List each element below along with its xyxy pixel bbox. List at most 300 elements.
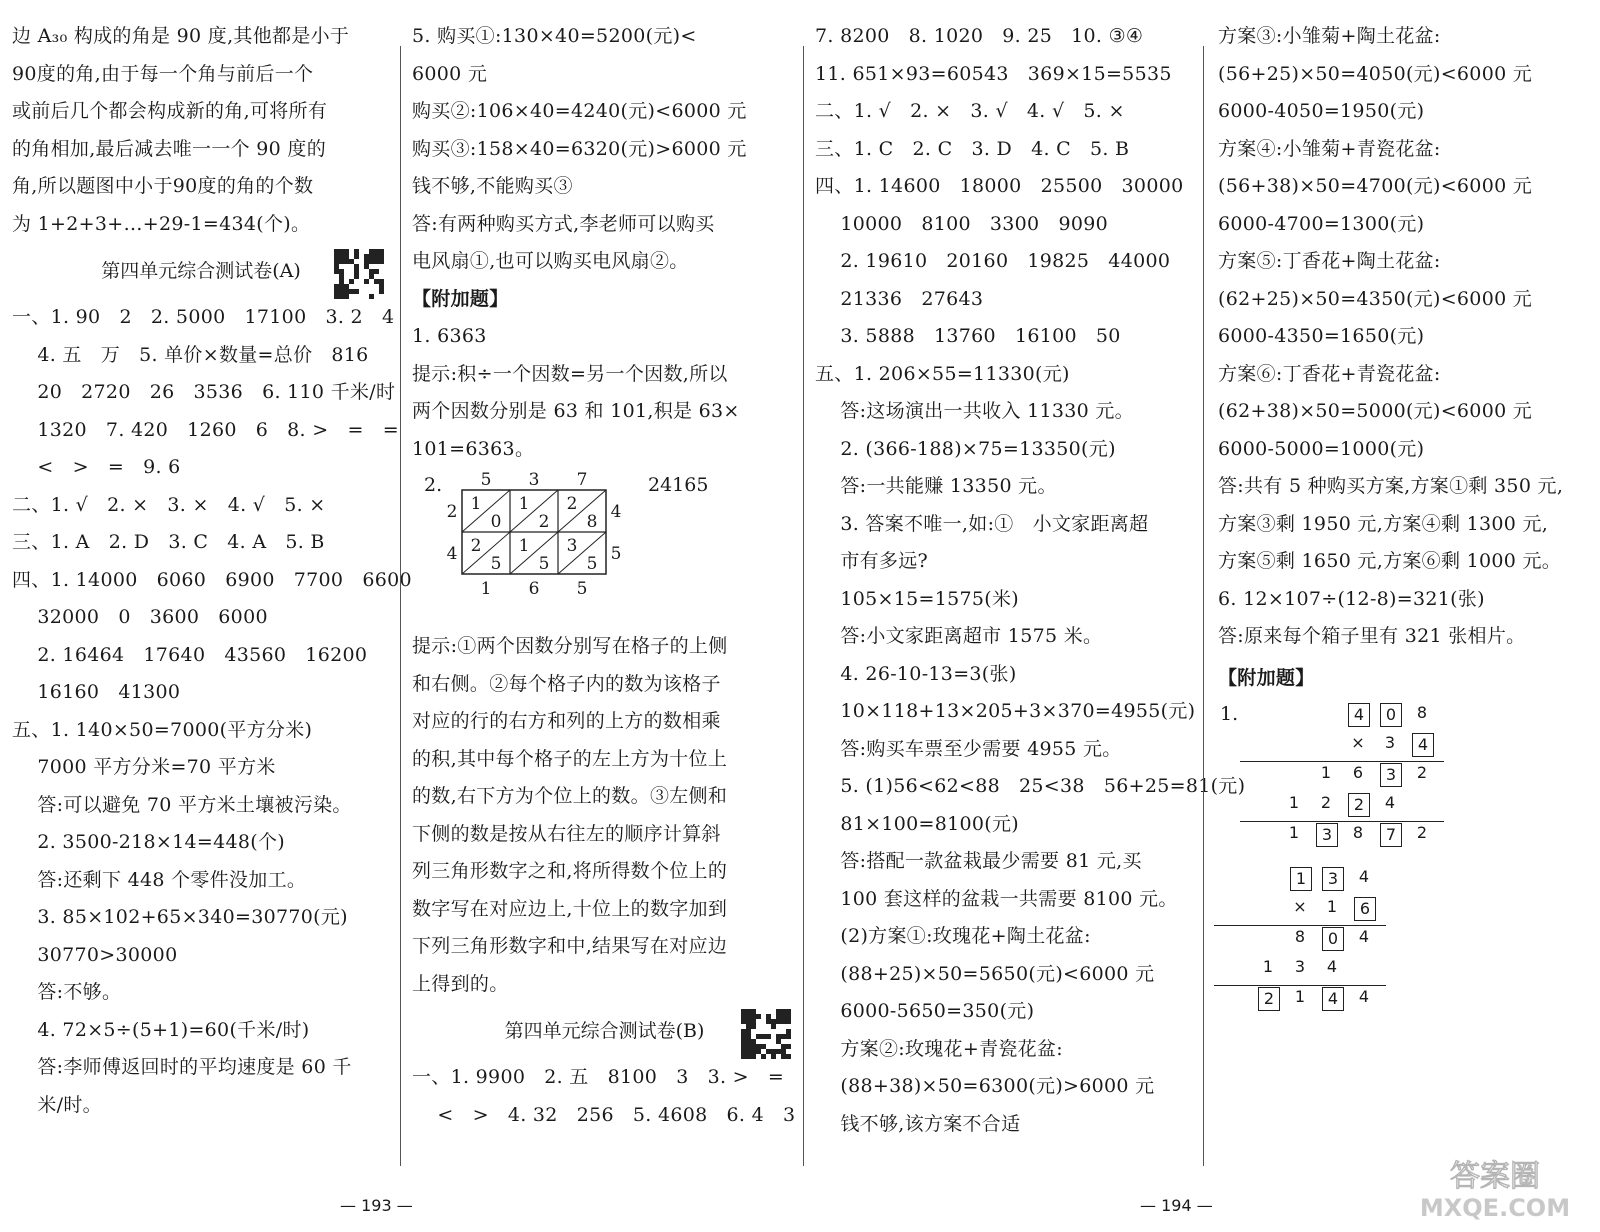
unit-test-b-title [412,1003,797,1059]
unit-test-a-title [12,243,390,299]
qr-module [379,249,384,254]
qr-module [751,1009,756,1014]
qr-module [776,1019,781,1024]
qr-module [369,274,374,279]
text-line: 对应的行的右方和列的上方的数相乘 [412,710,721,732]
lattice-bottom-digit: 1 [480,579,492,599]
col4-text [1218,18,1588,656]
lattice-cell-tens: 1 [518,536,530,556]
qr-module [334,264,339,269]
text-line: (62+38)×50=5000(元)<6000 元 [1218,400,1533,422]
qr-module [364,264,369,269]
digit: 4 [1358,987,1370,1006]
mult-row [1222,985,1382,1015]
qr-module [364,254,369,259]
digit: 1 [1326,897,1338,916]
digit: 1 [1262,957,1274,976]
digit: 4 [1358,867,1370,886]
filled-box-digit: 3 [1322,867,1344,891]
lattice-cell-ones: 5 [490,554,502,574]
qr-module [786,1014,791,1019]
filled-box-digit: 0 [1322,927,1344,951]
digit: 8 [1294,927,1306,946]
mult-row [1248,761,1440,791]
text-line: 2. 19610 20160 19825 44000 [815,250,1171,272]
qr-module [776,1049,781,1054]
mult-row [1248,821,1440,851]
text-line: 6000-5000=1000(元) [1218,437,1425,460]
qr-module [349,289,354,294]
q1-label: 1. [1220,703,1239,725]
lattice-block [412,468,797,628]
watermark-logo [1410,1152,1580,1224]
text-line: 10×118+13×205+3×370=4955(元) [815,700,1196,722]
text-line: 1. 6363 [412,325,487,347]
text-line: 6000 元 [412,62,488,85]
text-line: 7000 平方分米=70 平方米 [12,756,276,778]
text-line: 6000-4700=1300(元) [1218,212,1425,235]
qr-module [751,1019,756,1024]
text-line: 购买②:106×40=4240(元)<6000 元 [412,100,747,122]
text-line: 三、1. A 2. D 3. C 4. A 5. B [12,531,325,553]
digit: 4 [1358,927,1370,946]
qr-module [746,1034,751,1039]
text-line: 二、1. √ 2. × 3. × 4. √ 5. × [12,493,326,516]
qr-module [374,254,379,259]
qr-module [379,279,384,284]
text-line: 30770>30000 [12,943,178,966]
qr-module [756,1034,761,1039]
qr-module [761,1034,766,1039]
text-line: 4. 72×5÷(5+1)=60(千米/时) [12,1018,310,1041]
page-number-left: — 193 — [340,1196,413,1215]
text-line: 边 A₃₀ 构成的角是 90 度,其他都是小于 [12,25,350,47]
digit: 1 [1320,763,1332,782]
text-line: 方案⑤:丁香花+陶土花盆: [1218,250,1441,272]
lattice-cell-tens: 2 [566,494,578,514]
text-line: 市有多远? [815,550,929,572]
qr-module [781,1044,786,1049]
column-3 [815,18,1246,1143]
text-line: 答:有两种购买方式,李老师可以购买 [412,212,715,235]
qr-module [741,1039,746,1044]
qr-module [741,1044,746,1049]
qr-module [364,259,369,264]
qr-module [334,259,339,264]
mult-row [1222,865,1382,895]
qr-module [776,1009,781,1014]
qr-module [766,1014,771,1019]
text-line: 列三角形数字之和,将所得数个位上的 [412,860,728,882]
digit: 8 [1416,703,1428,722]
text-line: 答:不够。 [12,981,122,1003]
qr-module [334,284,339,289]
qr-module [344,259,349,264]
column-2 [412,18,797,1134]
text-line: 一、1. 9900 2. 五 8100 3 3. > = [412,1066,785,1088]
qr-code-icon[interactable] [334,249,384,299]
qr-module [751,1024,756,1029]
text-line: 7. 8200 8. 1020 9. 25 10. ③④ [815,25,1144,47]
text-line: 电风扇①,也可以购买电风扇②。 [412,250,689,272]
filled-box-digit: 4 [1322,987,1344,1011]
text-line: 90度的角,由于每一个角与前后一个 [12,62,314,85]
qr-module [741,1034,746,1039]
text-line: 答:这场演出一共收入 11330 元。 [815,400,1134,422]
col1-text-a [12,18,390,243]
text-line: 答:小文家距离超市 1575 米。 [815,625,1103,647]
lattice-top-digit: 5 [480,470,492,490]
qr-module [746,1019,751,1024]
qr-module [379,284,384,289]
qr-module [334,269,339,274]
col2-text-b [412,628,797,1003]
lattice-cell-ones: 5 [538,554,550,574]
digit: 2 [1416,823,1428,842]
qr-module [339,249,344,254]
qr-module [746,1049,751,1054]
qr-module [746,1044,751,1049]
qr-module [379,289,384,294]
lattice-bottom-digit: 6 [528,579,540,599]
qr-module [741,1019,746,1024]
digit: × [1351,733,1365,752]
filled-box-digit: 2 [1348,793,1370,817]
text-line: 11. 651×93=60543 369×15=5535 [815,62,1172,85]
column-divider [803,46,804,1166]
watermark-text-1: 答案圈 [1450,1159,1540,1194]
page-number-right: — 194 — [1140,1196,1213,1215]
qr-module [776,1034,781,1039]
qr-module [334,289,339,294]
text-line: 4. 26-10-13=3(张) [815,662,1017,685]
qr-module [379,254,384,259]
qr-module [374,279,379,284]
filled-box-digit: 6 [1354,897,1376,921]
text-line: 4. 五 万 5. 单价×数量=总价 816 [12,343,369,366]
watermark-text-2: MXQE.COM [1419,1194,1571,1222]
lattice-multiplication-grid [442,468,642,618]
text-line: 2. 16464 17640 43560 16200 [12,643,368,666]
text-line: 10000 8100 3300 9090 [815,212,1109,235]
qr-module [354,249,359,254]
text-line: 答:购买车票至少需要 4955 元。 [815,737,1122,760]
qr-module [741,1049,746,1054]
qr-module [344,294,349,299]
mult-row [1222,895,1382,925]
lattice-right-digit: 4 [610,502,622,522]
lattice-diagonal [558,490,606,532]
text-line: 角,所以题图中小于90度的角的个数 [12,175,314,197]
text-line: 6000-5650=350(元) [815,1000,1035,1022]
extra-question-title: 【附加题】 [1218,666,1315,689]
qr-module [781,1009,786,1014]
qr-module [369,259,374,264]
qr-code-icon[interactable] [741,1009,791,1059]
column-divider [1203,46,1204,1166]
lattice-diagonal [462,532,510,574]
text-line: (62+25)×50=4350(元)<6000 元 [1218,287,1533,310]
qr-module [766,1034,771,1039]
digit: 2 [1416,763,1428,782]
lattice-diagonal [558,532,606,574]
qr-module [369,254,374,259]
qr-module [344,249,349,254]
filled-box-digit: 2 [1258,987,1280,1011]
digit: 3 [1294,957,1306,976]
filled-box-digit: 3 [1380,763,1402,787]
text-line: 100 套这样的盆栽一共需要 8100 元。 [815,887,1178,910]
lattice-diagonal [510,490,558,532]
mult-rule [1240,821,1444,822]
qr-module [349,279,354,284]
qr-module [339,294,344,299]
mult-row [1248,731,1440,761]
q2-label: 2. [424,474,443,496]
column-4 [1218,18,1588,1017]
qr-module [761,1044,766,1049]
text-line: 2. (366-188)×75=13350(元) [815,437,1116,460]
qr-module [339,279,344,284]
qr-module [781,1034,786,1039]
qr-module [741,1054,746,1059]
mult-rule [1214,985,1386,986]
text-line: (56+38)×50=4700(元)<6000 元 [1218,175,1533,197]
text-line: 1320 7. 420 1260 6 8. > = = [12,418,399,441]
filled-box-digit: 0 [1380,703,1402,727]
lattice-bottom-digit: 5 [576,579,588,599]
qr-module [751,1049,756,1054]
digit: 1 [1288,793,1300,812]
qr-module [741,1029,746,1034]
text-line: 答:还剩下 448 个零件没加工。 [12,868,307,891]
lattice-cell-tens: 3 [566,536,578,556]
lattice-diagonal [462,490,510,532]
text-line: 的数,右下方为个位上的数。③左侧和 [412,785,728,807]
text-line: (56+25)×50=4050(元)<6000 元 [1218,62,1533,85]
mult-rule [1240,761,1444,762]
qr-module [369,269,374,274]
filled-box-digit: 7 [1380,823,1402,847]
digit: 3 [1384,733,1396,752]
qr-module [741,1014,746,1019]
text-line: 钱不够,不能购买③ [412,175,573,197]
lattice-cell-tens: 1 [518,494,530,514]
text-line: 32000 0 3600 6000 [12,606,268,628]
col2-text-c [412,1059,797,1134]
text-line: 二、1. √ 2. × 3. √ 4. √ 5. × [815,100,1125,122]
qr-module [751,1054,756,1059]
lattice-left-digit: 4 [446,544,458,564]
text-line: 3. 5888 13760 16100 50 [815,325,1121,347]
text-line: 为 1+2+3+…+29-1=434(个)。 [12,212,311,235]
qr-module [746,1009,751,1014]
lattice-cell-tens: 2 [470,536,482,556]
text-line: 81×100=8100(元) [815,812,1020,835]
vertical-multiplication-block [1218,697,1588,1017]
qr-module [776,1014,781,1019]
digit: 4 [1384,793,1396,812]
qr-module [339,269,344,274]
text-line: 101=6363。 [412,437,535,460]
qr-module [751,1044,756,1049]
qr-module [771,1054,776,1059]
column-1 [12,18,412,1124]
lattice-cell-tens: 1 [470,494,482,514]
qr-module [781,1019,786,1024]
filled-box-digit: 1 [1290,867,1312,891]
text-line: 方案⑤剩 1650 元,方案⑥剩 1000 元。 [1218,550,1562,572]
qr-module [339,254,344,259]
col1-text-b [12,299,412,1124]
mult-row [1248,701,1440,731]
text-line: 五、1. 140×50=7000(平方分米) [12,718,313,741]
qr-module [354,254,359,259]
qr-module [369,294,374,299]
digit: 2 [1320,793,1332,812]
unit-test-a-title-text: 第四单元综合测试卷(A) [101,260,301,282]
text-line: 和右侧。②每个格子内的数为该格子 [412,672,721,695]
q2-answer: 24165 [648,474,709,496]
text-line: 的积,其中每个格子的左上方为十位上 [412,747,728,770]
digit: 1 [1288,823,1300,842]
lattice-diagonal [510,532,558,574]
unit-test-b-title-text: 第四单元综合测试卷(B) [504,1020,705,1042]
qr-module [756,1044,761,1049]
qr-module [766,1049,771,1054]
qr-module [364,279,369,284]
qr-module [354,269,359,274]
column-divider [400,46,401,1166]
digit: × [1293,897,1307,916]
qr-module [354,264,359,269]
qr-module [786,1009,791,1014]
text-line: 上得到的。 [412,972,509,995]
qr-module [746,1029,751,1034]
text-line: 3. 85×102+65×340=30770(元) [12,906,348,928]
text-line: 五、1. 206×55=11330(元) [815,362,1070,385]
digit: 1 [1294,987,1306,1006]
qr-module [334,249,339,254]
qr-module [339,274,344,279]
lattice-top-digit: 7 [576,470,588,490]
text-line: 方案⑥:丁香花+青瓷花盆: [1218,362,1441,385]
qr-module [781,1054,786,1059]
qr-module [344,289,349,294]
qr-module [354,274,359,279]
qr-module [781,1049,786,1054]
text-line: (2)方案①:玫瑰花+陶土花盆: [815,925,1091,947]
qr-module [379,259,384,264]
qr-module [354,289,359,294]
text-line: 答:李师傅返回时的平均速度是 60 千 [12,1056,352,1078]
text-line: 下列三角形数字和中,结果写在对应边 [412,935,728,957]
text-line: 提示:积÷一个因数=另一个因数,所以 [412,362,728,385]
qr-module [374,259,379,264]
qr-module [746,1014,751,1019]
qr-module [776,1039,781,1044]
text-line: 答:一共能赚 13350 元。 [815,475,1057,497]
qr-module [771,1049,776,1054]
qr-module [746,1024,751,1029]
text-line: 购买③:158×40=6320(元)>6000 元 [412,137,747,160]
qr-module [751,1014,756,1019]
text-line: 方案③:小雏菊+陶土花盆: [1218,25,1441,47]
filled-box-digit: 4 [1412,733,1434,757]
qr-module [786,1034,791,1039]
text-line: 2. 3500-218×14=448(个) [12,831,285,853]
mult-row [1248,791,1440,821]
text-line: 20 2720 26 3536 6. 110 千米/时 [12,381,396,403]
text-line: 5. 购买①:130×40=5200(元)< [412,25,697,47]
filled-box-digit: 3 [1316,823,1338,847]
text-line: 一、1. 90 2 2. 5000 17100 3. 2 4 [12,306,395,328]
lattice-cell-ones: 0 [490,512,502,532]
mult-row [1222,925,1382,955]
text-line: 答:搭配一款盆栽最少需要 81 元,买 [815,850,1142,872]
text-line: 数字写在对应边上,十位上的数字加到 [412,897,728,920]
col3-text [815,18,1246,1143]
qr-module [766,1019,771,1024]
qr-module [786,1019,791,1024]
qr-module [786,1054,791,1059]
text-line: 两个因数分别是 63 和 101,积是 63× [412,400,740,422]
text-line: 方案④:小雏菊+青瓷花盆: [1218,137,1441,160]
qr-module [374,249,379,254]
text-line: 下侧的数是按从右往左的顺序计算斜 [412,822,721,845]
text-line: < > 4. 32 256 5. 4608 6. 4 3 [412,1103,796,1126]
text-line: 105×15=1575(米) [815,587,1020,610]
text-line: 6000-4350=1650(元) [1218,325,1425,347]
text-line: (88+25)×50=5650(元)<6000 元 [815,962,1155,985]
qr-module [751,1039,756,1044]
text-line: 三、1. C 2. C 3. D 4. C 5. B [815,137,1130,160]
text-line: 方案③剩 1950 元,方案④剩 1300 元, [1218,512,1549,535]
text-line: 或前后几个都会构成新的角,可将所有 [12,100,328,122]
qr-module [334,254,339,259]
filled-box-digit: 4 [1348,703,1370,727]
text-line: 【附加题】 [412,287,509,310]
qr-module [344,254,349,259]
qr-module [786,1029,791,1034]
text-line: 提示:①两个因数分别写在格子的上侧 [412,635,728,657]
text-line: 答:共有 5 种购买方案,方案①剩 350 元, [1218,475,1564,497]
text-line: (88+38)×50=6300(元)>6000 元 [815,1075,1155,1097]
text-line: 钱不够,该方案不合适 [815,1112,1021,1135]
text-line: < > = 9. 6 [12,456,181,478]
digit: 4 [1326,957,1338,976]
qr-module [374,269,379,274]
qr-module [349,259,354,264]
qr-module [786,1044,791,1049]
mult-row [1222,955,1382,985]
text-line: 5. (1)56<62<88 25<38 56+25=81(元) [815,775,1246,797]
lattice-cell-ones: 2 [538,512,550,532]
text-line: 方案②:玫瑰花+青瓷花盆: [815,1037,1063,1060]
qr-module [781,1014,786,1019]
lattice-top-digit: 3 [528,470,540,490]
qr-module [334,294,339,299]
qr-module [761,1054,766,1059]
mult-rule [1214,925,1386,926]
qr-module [771,1019,776,1024]
qr-module [339,284,344,289]
text-line: 四、1. 14600 18000 25500 30000 [815,175,1184,197]
text-line: 21336 27643 [815,287,984,310]
lattice-cell-ones: 5 [586,554,598,574]
qr-module [771,1024,776,1029]
text-line: 6. 12×107÷(12-8)=321(张) [1218,587,1485,610]
